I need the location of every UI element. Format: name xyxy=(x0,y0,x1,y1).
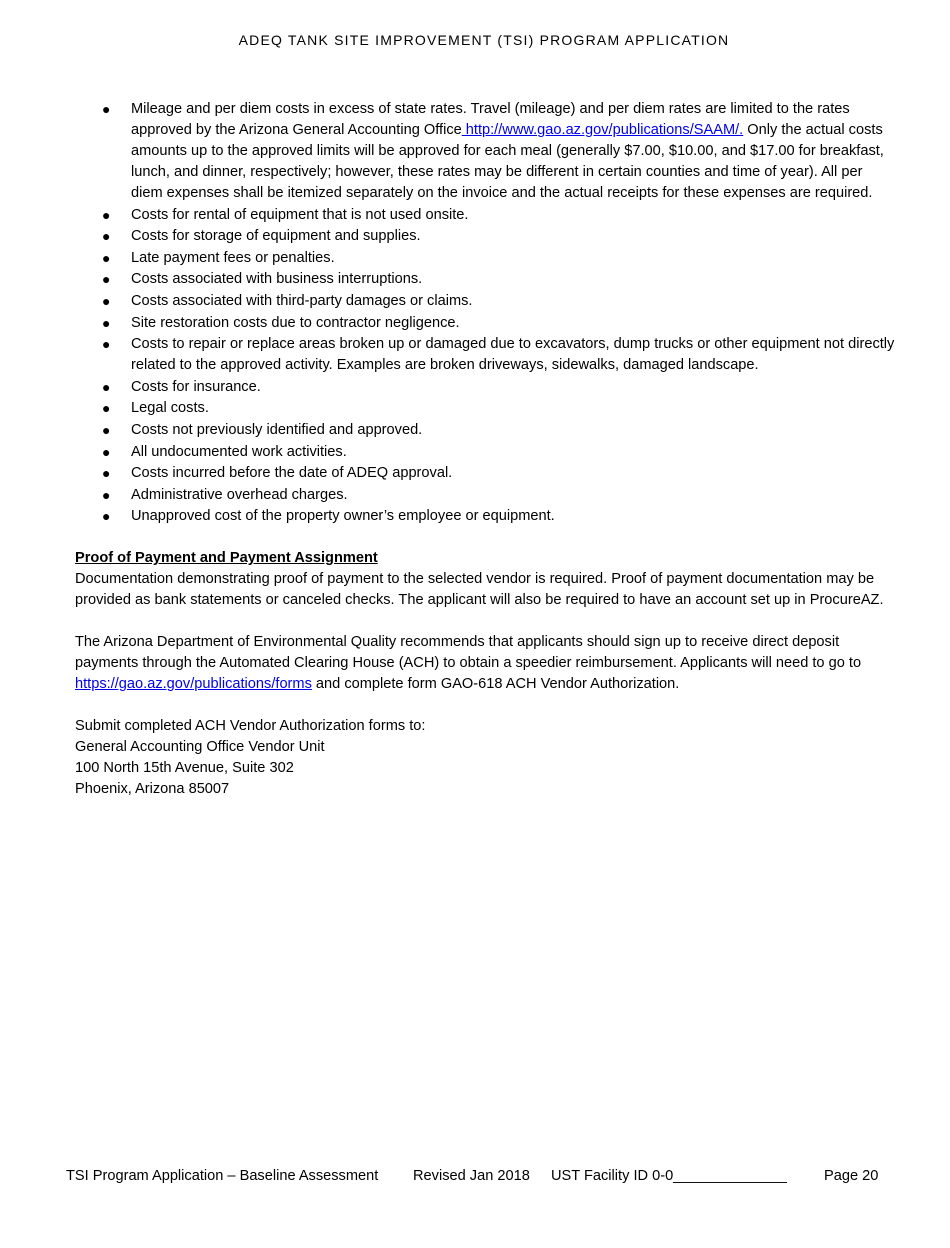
ach-text-end: and complete form GAO-618 ACH Vendor Authorization. xyxy=(311,676,680,693)
bullet-icon: ● xyxy=(102,292,111,309)
list-item-text: Unapproved cost of the property owner’s employee or equipment. xyxy=(131,508,555,525)
footer-title: TSI Program Application – Baseline Assessment xyxy=(66,1168,379,1184)
page-footer xyxy=(66,1168,886,1248)
footer-revised: Revised Jan 2018 xyxy=(413,1168,530,1184)
list-item-text: Costs associated with business interruptions. xyxy=(131,271,423,288)
ach-text: The Arizona Department of Environmental Quality recommends that applicants should sign up to receive direct deposit payments through the Automated Clearing House (ACH) to obtain a speedier reimbursement. Applicants will need to go to xyxy=(75,634,862,672)
page-header: ADEQ TANK SITE IMPROVEMENT (TSI) PROGRAM APPLICATION xyxy=(238,32,730,48)
bullet-icon: ● xyxy=(102,101,111,117)
list-item-text: Costs for rental of equipment that is not used onsite. xyxy=(131,206,469,223)
ineligible-costs-list xyxy=(75,99,895,527)
list-item-text: Late payment fees or penalties. xyxy=(131,249,335,266)
bullet-icon: ● xyxy=(102,378,111,395)
footer-page-number: Page 20 xyxy=(824,1168,879,1184)
list-item xyxy=(75,248,895,269)
gao-forms-link[interactable]: https://gao.az.gov/publications/forms xyxy=(75,676,312,693)
list-item xyxy=(75,313,895,334)
bullet-icon: ● xyxy=(102,400,111,417)
footer-facility-id: UST Facility ID 0-0______________ xyxy=(551,1168,787,1184)
list-item xyxy=(75,99,895,204)
section-heading: Proof of Payment and Payment Assignment xyxy=(75,550,378,567)
page-content xyxy=(75,99,895,800)
list-item xyxy=(75,226,895,247)
list-item-text: Costs associated with third-party damages or claims. xyxy=(131,292,473,309)
list-item-text: Costs for insurance. xyxy=(131,378,261,395)
list-item xyxy=(75,269,895,290)
bullet-icon: ● xyxy=(102,421,111,438)
list-item-text: Mileage and per diem costs in excess of state rates. Travel (mileage) and per diem rates are limited to the rates approved by the Arizona General Accounting Office xyxy=(131,101,850,138)
bullet-icon: ● xyxy=(102,228,111,245)
proof-of-payment-paragraph: Documentation demonstrating proof of payment to the selected vendor is required. Proof of payment documentation may be provided as bank statements or canceled checks. The applicant will also be required to have an account set up in ProcureAZ. xyxy=(75,571,884,609)
bullet-icon: ● xyxy=(102,336,111,353)
list-item xyxy=(75,334,895,376)
submit-address-line: General Accounting Office Vendor Unit xyxy=(75,739,325,756)
submit-address-line: 100 North 15th Avenue, Suite 302 xyxy=(75,760,294,777)
bullet-icon: ● xyxy=(102,249,111,266)
list-item-text: Administrative overhead charges. xyxy=(131,486,348,503)
list-item xyxy=(75,463,895,484)
list-item-text: Costs not previously identified and approved. xyxy=(131,421,423,438)
list-item xyxy=(75,291,895,312)
list-item xyxy=(75,485,895,506)
submit-address-line: Submit completed ACH Vendor Authorization forms to: xyxy=(75,718,426,735)
bullet-icon: ● xyxy=(102,508,111,525)
bullet-icon: ● xyxy=(102,271,111,288)
bullet-icon: ● xyxy=(102,486,111,503)
list-item xyxy=(75,506,895,527)
bullet-icon: ● xyxy=(102,206,111,223)
submit-address-line: Phoenix, Arizona 85007 xyxy=(75,781,230,798)
list-item-text: Costs for storage of equipment and supplies. xyxy=(131,228,421,245)
list-item-text: Site restoration costs due to contractor negligence. xyxy=(131,314,460,331)
list-item-text: Only the actual costs amounts up to the approved limits will be approved for each meal (generally $7.00, $10.00, and $17.00 for breakfast, lunch, and dinner, respectively; however, these rates may be different in certain counties and time of year). All per diem expenses shall be itemized separately on the invoice and the actual receipts for these expenses are required. xyxy=(131,122,884,201)
bullet-icon: ● xyxy=(102,465,111,482)
bullet-icon: ● xyxy=(102,314,111,331)
list-item xyxy=(75,398,895,419)
bullet-icon: ● xyxy=(102,443,111,460)
list-item-text: Costs to repair or replace areas broken up or damaged due to excavators, dump trucks or other equipment not directly related to the approved activity. Examples are broken driveways, sidewalks, damaged landscape. xyxy=(131,336,895,374)
list-item-text: Legal costs. xyxy=(131,400,209,417)
list-item xyxy=(75,377,895,398)
list-item-text: All undocumented work activities. xyxy=(131,443,347,460)
list-item-text: Costs incurred before the date of ADEQ approval. xyxy=(131,465,453,482)
ach-paragraph xyxy=(75,632,895,695)
saam-link[interactable]: http://www.gao.az.gov/publications/SAAM/. xyxy=(461,122,744,138)
list-item xyxy=(75,420,895,441)
list-item xyxy=(75,442,895,463)
list-item xyxy=(75,205,895,226)
